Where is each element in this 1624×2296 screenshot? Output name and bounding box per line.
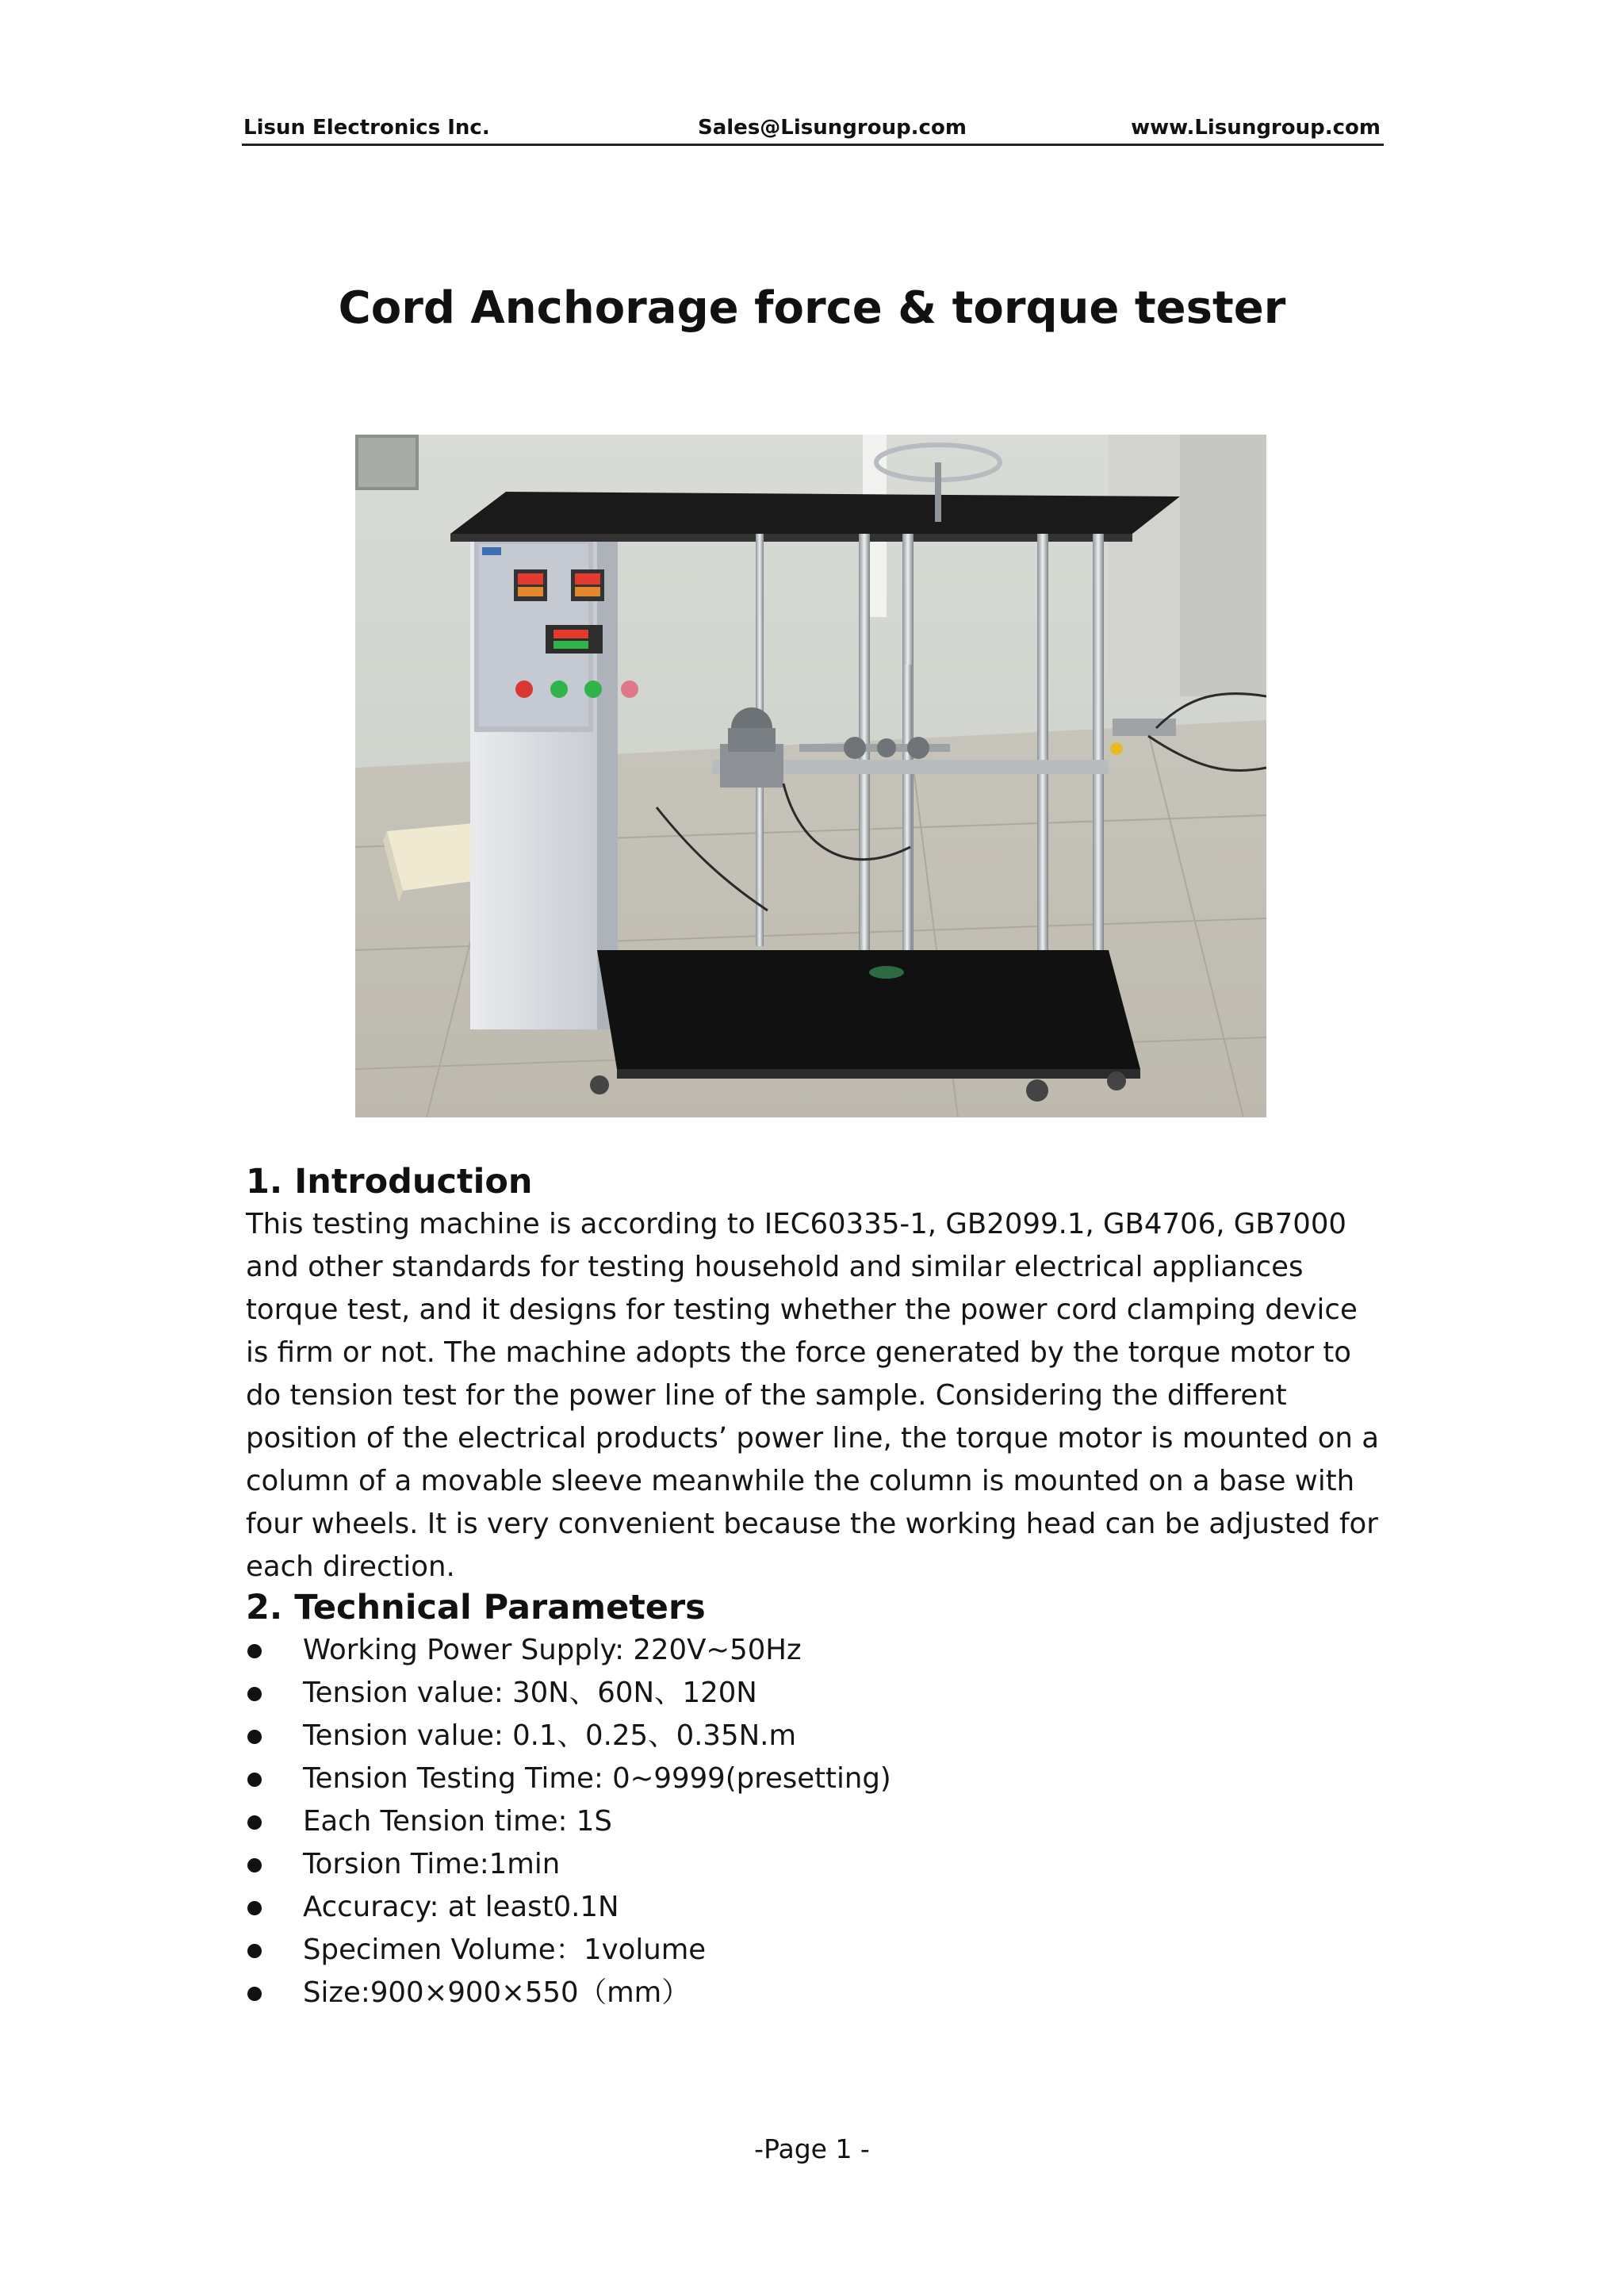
bullet-icon (247, 1944, 262, 1958)
header-company: Lisun Electronics Inc. (243, 116, 490, 140)
bullet-icon (247, 1687, 262, 1701)
list-item: Size:900×900×550（mm） (246, 1972, 1356, 2014)
header-email[interactable]: Sales@Lisungroup.com (698, 116, 967, 140)
bullet-icon (247, 1815, 262, 1830)
bullet-icon (247, 1987, 262, 2001)
header-website[interactable]: www.Lisungroup.com (1131, 116, 1381, 140)
list-item: Working Power Supply: 220V~50Hz (246, 1629, 1356, 1672)
page-header (242, 114, 1384, 146)
list-item: Tension value: 0.1、0.25、0.35N.m (246, 1715, 1356, 1757)
list-item: Torsion Time:1min (246, 1843, 1356, 1886)
bullet-icon (247, 1901, 262, 1915)
list-item: Tension value: 30N、60N、120N (246, 1672, 1356, 1715)
product-photo (355, 435, 1266, 1117)
bullet-icon (247, 1773, 262, 1787)
section-heading-technical-parameters: 2. Technical Parameters (246, 1588, 706, 1627)
list-item: Each Tension time: 1S (246, 1800, 1356, 1843)
introduction-paragraph: This testing machine is according to IEC60335-1, GB2099.1, GB4706, GB7000 and other standards for testing household and similar electrical appliances torque test, and it designs for testing whether the power cord clamping device is firm or not. The machine adopts the force generated by the torque motor to do tension test for the power line of the sample. Considering the different position of the electrical products’ power line, the torque motor is mounted on a column of a movable sleeve meanwhile the column is mounted on a base with four wheels. It is very convenient because the working head can be adjusted for each direction. (246, 1208, 1379, 1583)
technical-parameters-list (246, 1629, 1356, 2014)
page-number: -Page 1 - (754, 2133, 870, 2164)
list-item: Accuracy: at least0.1N (246, 1886, 1356, 1929)
section-heading-introduction: 1. Introduction (246, 1162, 533, 1202)
list-item: Tension Testing Time: 0~9999(presetting) (246, 1757, 1356, 1800)
document-title: Cord Anchorage force & torque tester (338, 282, 1286, 334)
bullet-icon (247, 1858, 262, 1872)
bullet-icon (247, 1730, 262, 1744)
list-item: Specimen Volume：1volume (246, 1929, 1356, 1972)
bullet-icon (247, 1644, 262, 1658)
